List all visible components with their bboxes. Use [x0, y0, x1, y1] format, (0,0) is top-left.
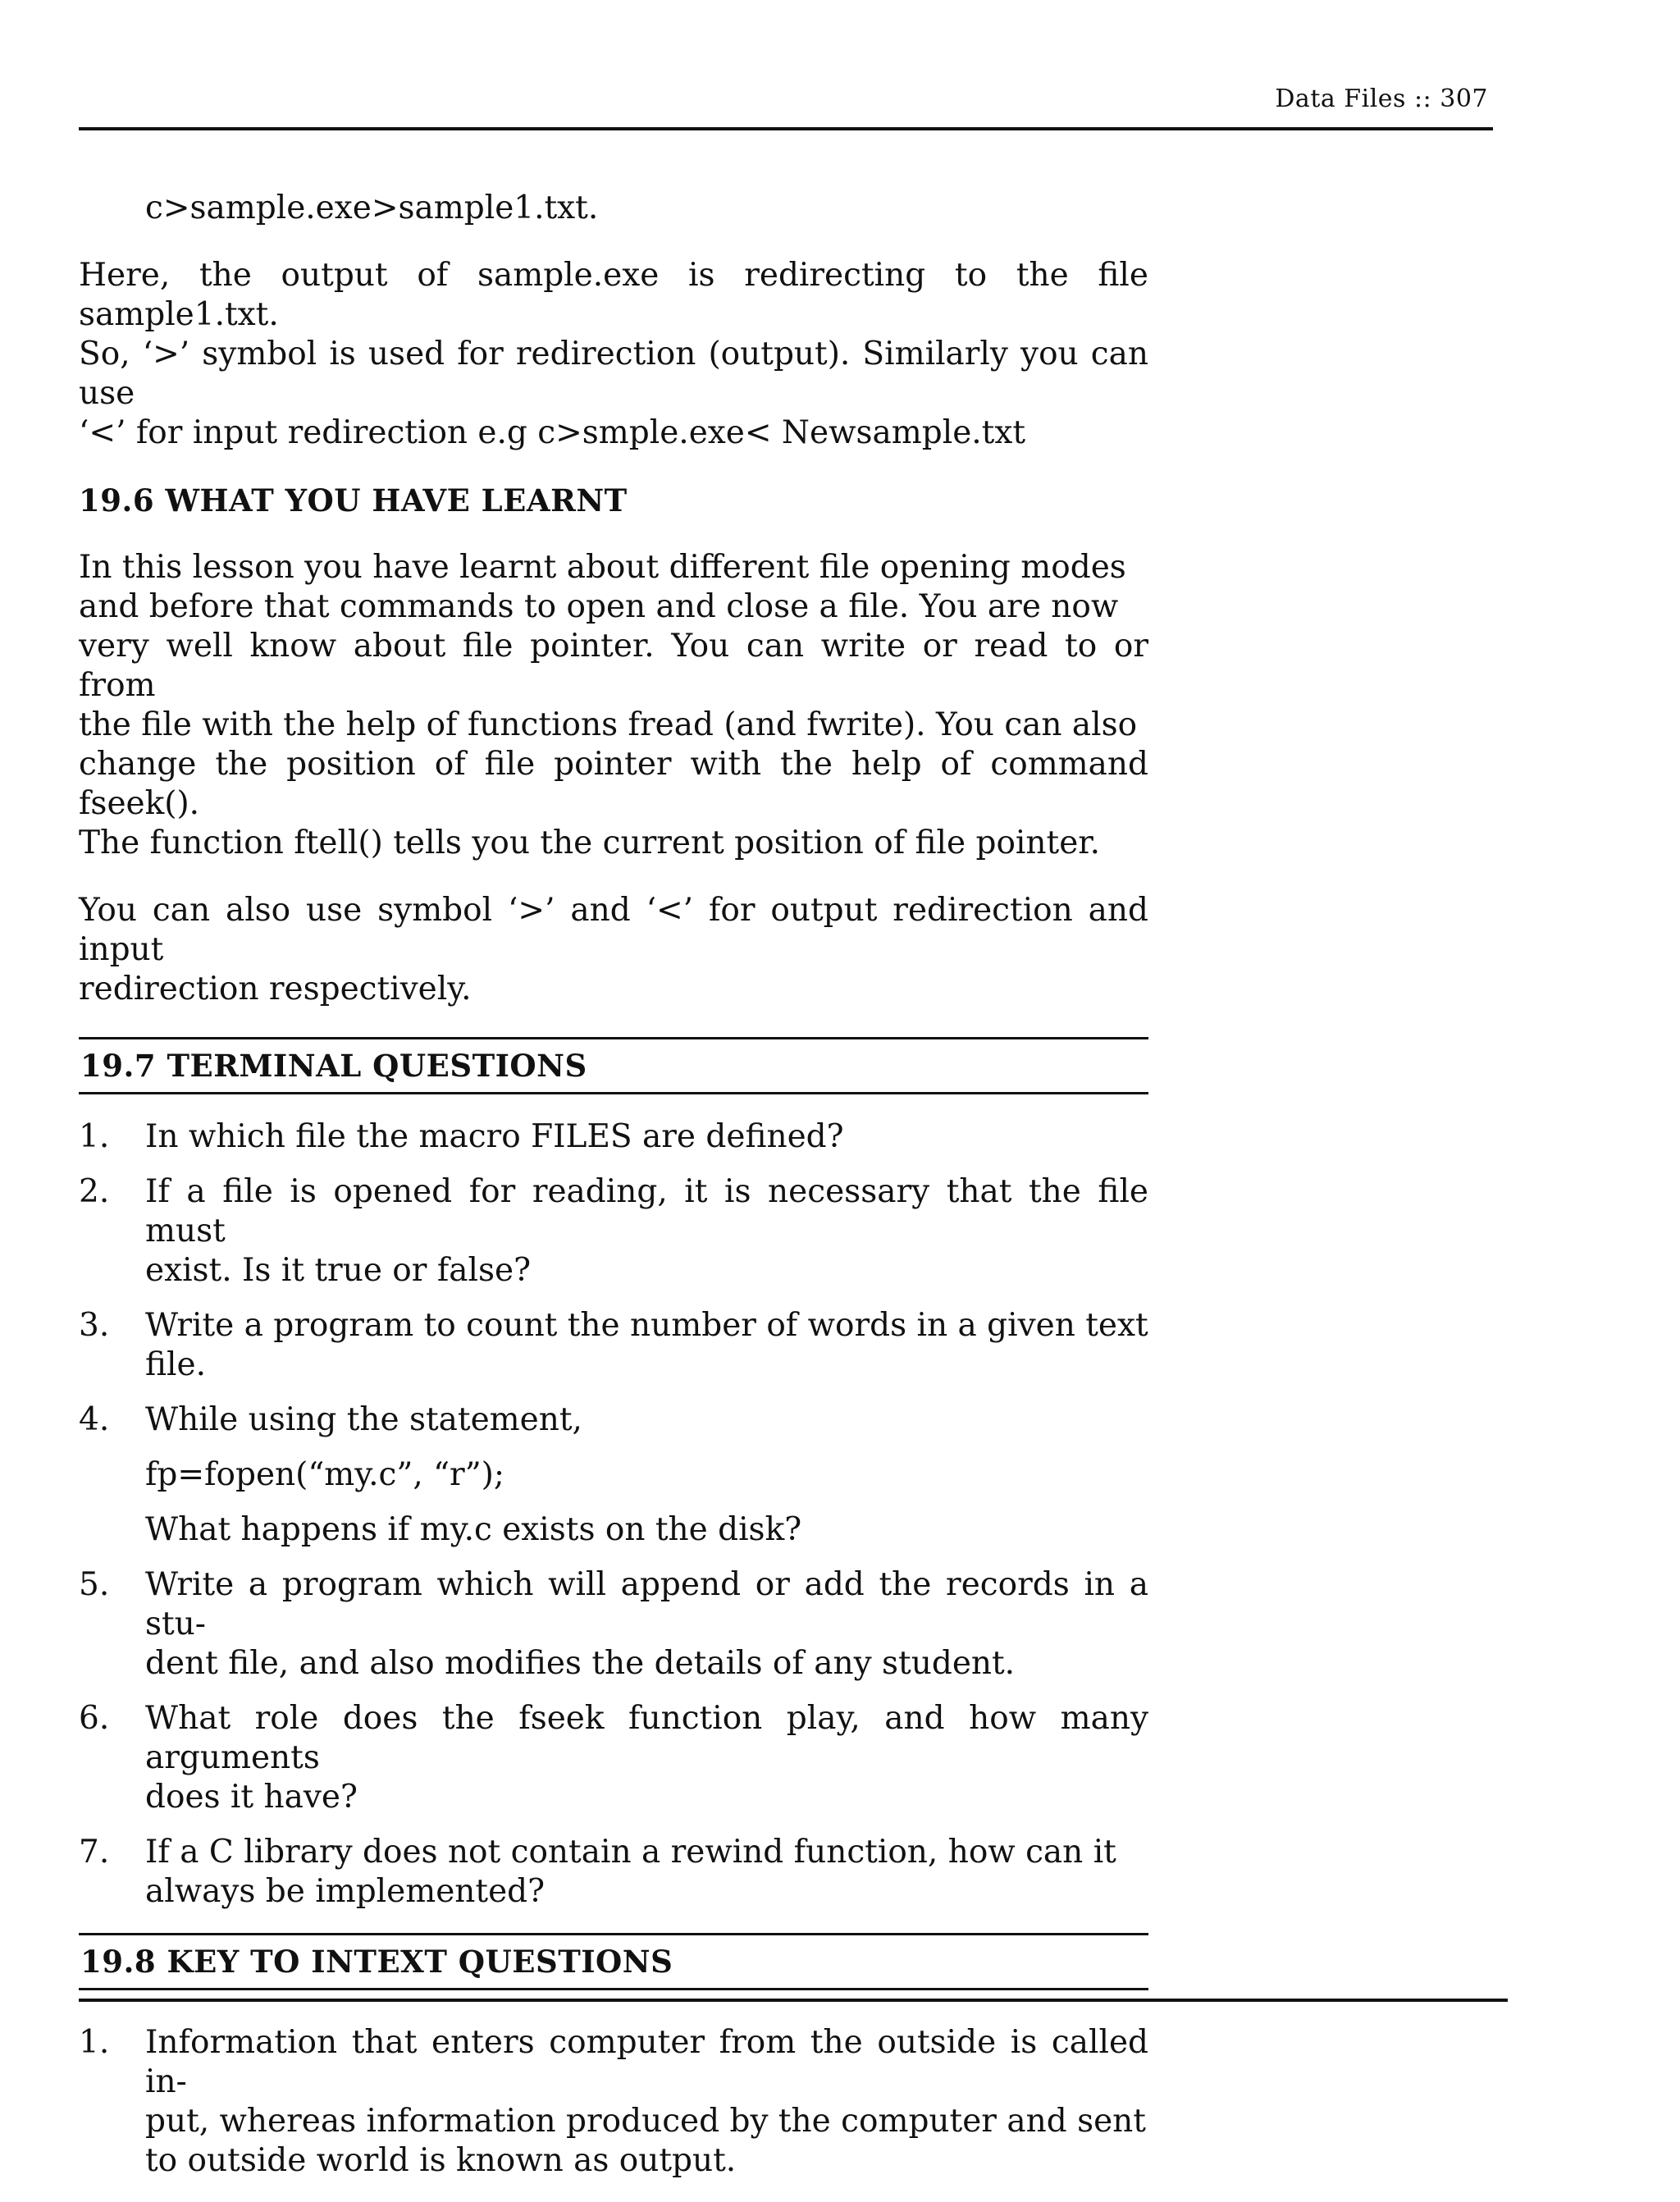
- running-header: Data Files :: 307: [1275, 85, 1488, 113]
- text-line: Write a program which will append or add the records in a stu-: [145, 1566, 1148, 1642]
- item-text: [145, 2023, 1148, 2181]
- text-line: the file with the help of functions fread (and fwrite). You can also: [79, 706, 1138, 743]
- summary-paragraph: [79, 548, 1148, 863]
- text-line: does it have?: [145, 1779, 358, 1816]
- text-line: In this lesson you have learnt about different file opening modes: [79, 549, 1126, 586]
- code-statement: fp=fopen(“my.c”, “r”);: [145, 1456, 504, 1493]
- text-line: dent file, and also modifies the details of any student.: [145, 1645, 1016, 1682]
- text-line: very well know about file pointer. You can write or read to or from: [79, 628, 1148, 704]
- section-heading-19-6: 19.6 WHAT YOU HAVE LEARNT: [79, 482, 628, 519]
- list-item: [79, 1172, 1148, 1291]
- text-line: So, ‘>’ symbol is used for redirection (output). Similarly you can use: [79, 336, 1148, 412]
- text-line: to outside world is known as output.: [145, 2142, 737, 2179]
- item-number: 7.: [79, 1834, 110, 1871]
- text-line: Information that enters computer from the outside is called in-: [145, 2024, 1148, 2100]
- item-number: 4.: [79, 1401, 110, 1438]
- item-text: [145, 1117, 1148, 1157]
- text-line: If a file is opened for reading, it is necessary that the file must: [145, 1173, 1148, 1249]
- item-text: [145, 1400, 1148, 1550]
- section-heading-19-7: 19.7 TERMINAL QUESTIONS: [79, 1037, 1148, 1094]
- footer-rule: [79, 1999, 1508, 2002]
- header-rule: [79, 127, 1493, 130]
- list-item: [79, 1117, 1148, 1157]
- item-number: 3.: [79, 1307, 110, 1344]
- text-line: Write a program to count the number of words in a given text: [145, 1307, 1148, 1344]
- text-line: exist. Is it true or false?: [145, 1252, 531, 1289]
- list-item: [79, 1699, 1148, 1817]
- text-line: always be implemented?: [145, 1873, 546, 1910]
- item-number: 2.: [79, 1173, 110, 1210]
- text-line: put, whereas information produced by the computer and sent: [145, 2103, 1146, 2140]
- text-line: You can also use symbol ‘>’ and ‘<’ for output redirection and input: [79, 892, 1148, 968]
- text-line: and before that commands to open and close a file. You are now: [79, 588, 1119, 625]
- list-item: [79, 1565, 1148, 1683]
- text-line: If a C library does not contain a rewind function, how can it: [145, 1834, 1116, 1871]
- section-heading-19-8: 19.8 KEY TO INTEXT QUESTIONS: [79, 1933, 1148, 1990]
- text-line: The function ftell() tells you the current position of file pointer.: [79, 825, 1101, 861]
- text-line: redirection respectively.: [79, 971, 472, 1007]
- text-line: Here, the output of sample.exe is redirecting to the file sample1.txt.: [79, 257, 1148, 333]
- text-line: In which file the macro FILES are defined?: [145, 1118, 844, 1155]
- item-number: 6.: [79, 1700, 110, 1737]
- text-line: What role does the fseek function play, and how many arguments: [145, 1700, 1148, 1776]
- item-text: [145, 1699, 1148, 1817]
- page-body: [79, 189, 1148, 2202]
- text-line: change the position of file pointer with the help of command fseek().: [79, 746, 1148, 822]
- intro-paragraph: [79, 256, 1148, 453]
- text-line: file.: [145, 1346, 206, 1383]
- list-item: [79, 1400, 1148, 1550]
- terminal-questions-list: [79, 1117, 1148, 1912]
- redirection-paragraph: [79, 891, 1148, 1009]
- answer-key-list: [79, 2023, 1148, 2181]
- item-text: [145, 1306, 1148, 1385]
- item-number: 1.: [79, 1118, 110, 1155]
- item-text: [145, 1172, 1148, 1291]
- code-example: c>sample.exe>sample1.txt.: [145, 190, 599, 226]
- text-line: While using the statement,: [145, 1401, 582, 1438]
- list-item: [79, 1833, 1148, 1912]
- list-item: [79, 2023, 1148, 2181]
- text-line: ‘<’ for input redirection e.g c>smple.exe< Newsample.txt: [79, 414, 1026, 451]
- list-item: [79, 1306, 1148, 1385]
- follow-up-question: What happens if my.c exists on the disk?: [145, 1511, 802, 1548]
- item-text: [145, 1833, 1148, 1912]
- item-number: 1.: [79, 2024, 110, 2061]
- item-text: [145, 1565, 1148, 1683]
- item-number: 5.: [79, 1566, 110, 1603]
